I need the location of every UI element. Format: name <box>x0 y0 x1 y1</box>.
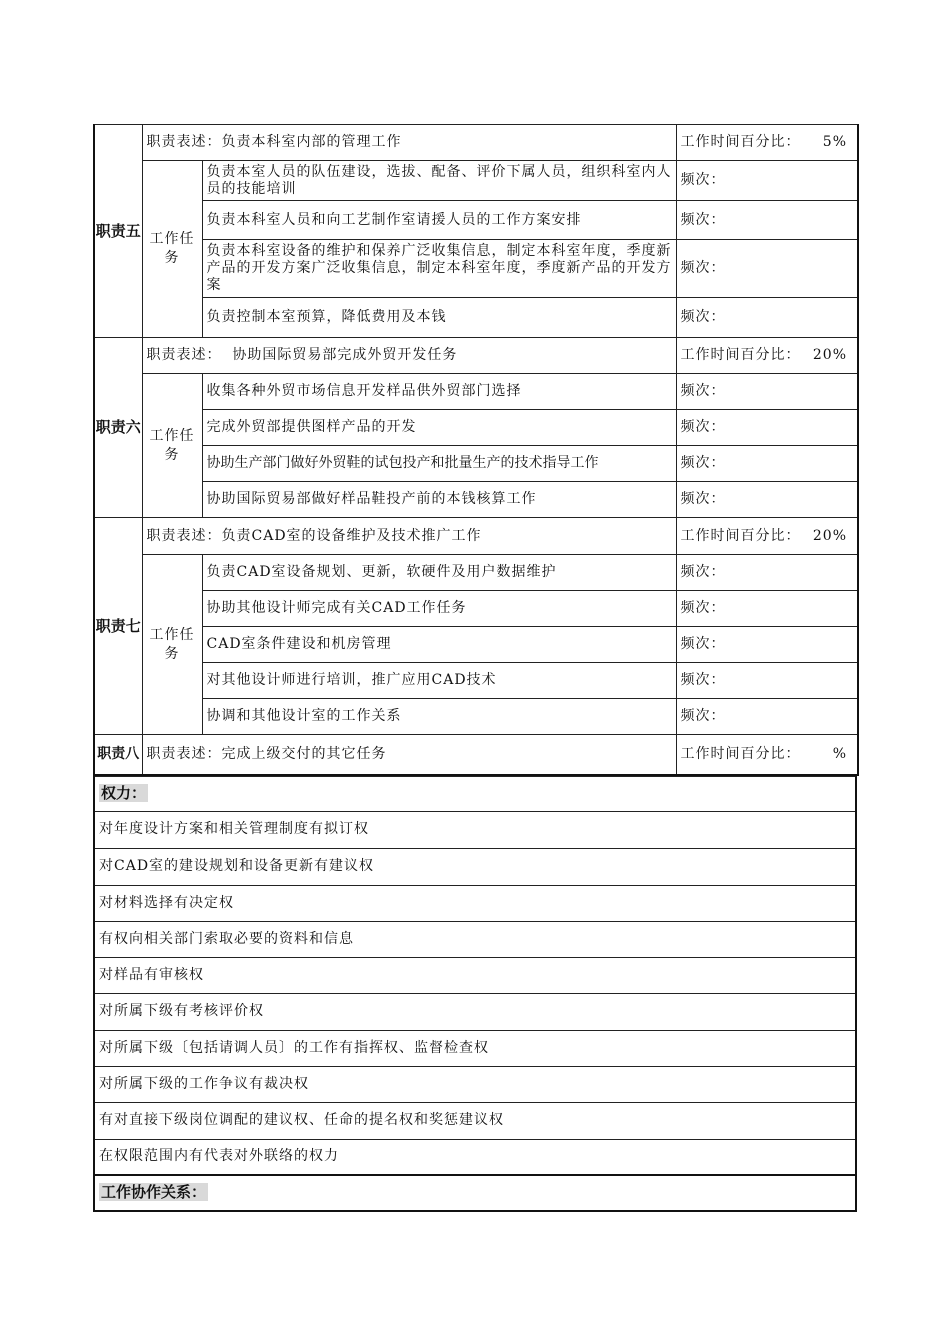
authority-item: 对年度设计方案和相关管理制度有拟订权 <box>94 811 856 848</box>
task-frequency: 频次： <box>676 699 858 735</box>
duty5-description-row <box>94 125 858 161</box>
task-row <box>94 410 858 446</box>
duties-table <box>93 124 859 776</box>
duty8-title: 职责八 <box>94 735 142 775</box>
duty6-title: 职责六 <box>94 338 142 518</box>
task-frequency: 频次： <box>676 240 858 298</box>
task-row <box>94 240 858 298</box>
task-frequency: 频次： <box>676 410 858 446</box>
duty8-description-row <box>94 735 858 775</box>
task-frequency: 频次： <box>676 663 858 699</box>
task-text: CAD室条件建设和机房管理 <box>202 627 676 663</box>
task-text: 收集各种外贸市场信息开发样品供外贸部门选择 <box>202 374 676 410</box>
task-text: 协助生产部门做好外贸鞋的试包投产和批量生产的技术指导工作 <box>202 446 676 482</box>
authority-item: 在权限范围内有代表对外联络的权力 <box>94 1139 856 1175</box>
duty7-tasks-label: 工作任务 <box>142 555 202 735</box>
authority-heading: 权力： <box>94 776 856 811</box>
task-frequency: 频次： <box>676 374 858 410</box>
task-text: 负责本科室设备的维护和保养广泛收集信息，制定本科室年度，季度新产品的开发方案广泛收集信息，制定本科室年度，季度新产品的开发方案 <box>202 240 676 298</box>
duty5-tasks-label: 工作任务 <box>142 161 202 338</box>
task-row <box>94 374 858 410</box>
job-description-document <box>93 124 857 1212</box>
duty5-time-percent: 工作时间百分比： 5% <box>676 125 858 161</box>
duty8-description: 职责表述：完成上级交付的其它任务 <box>142 735 676 775</box>
duty6-description: 职责表述： 协助国际贸易部完成外贸开发任务 <box>142 338 676 374</box>
task-text: 协调和其他设计室的工作关系 <box>202 699 676 735</box>
authority-table <box>93 776 857 1213</box>
task-row <box>94 699 858 735</box>
duty7-time-percent: 工作时间百分比： 20% <box>676 518 858 555</box>
cooperation-heading: 工作协作关系： <box>94 1175 856 1211</box>
duty7-description: 职责表述：负责CAD室的设备维护及技术推广工作 <box>142 518 676 555</box>
task-row <box>94 627 858 663</box>
task-text: 协助国际贸易部做好样品鞋投产前的本钱核算工作 <box>202 482 676 518</box>
authority-header-row <box>94 776 856 811</box>
duty6-description-row <box>94 338 858 374</box>
task-row <box>94 446 858 482</box>
duty5-title: 职责五 <box>94 125 142 338</box>
cooperation-header-row <box>94 1175 856 1211</box>
task-frequency: 频次： <box>676 161 858 201</box>
task-row <box>94 298 858 338</box>
authority-item: 对所属下级〔包括请调人员〕的工作有指挥权、监督检查权 <box>94 1030 856 1066</box>
duty7-title: 职责七 <box>94 518 142 735</box>
task-text: 对其他设计师进行培训，推广应用CAD技术 <box>202 663 676 699</box>
authority-item: 有权向相关部门索取必要的资料和信息 <box>94 921 856 957</box>
task-row <box>94 482 858 518</box>
task-frequency: 频次： <box>676 446 858 482</box>
task-frequency: 频次： <box>676 201 858 240</box>
duty6-tasks-label: 工作任务 <box>142 374 202 518</box>
task-frequency: 频次： <box>676 591 858 627</box>
authority-item: 对材料选择有决定权 <box>94 885 856 921</box>
task-text: 完成外贸部提供图样产品的开发 <box>202 410 676 446</box>
duty5-description: 职责表述：负责本科室内部的管理工作 <box>142 125 676 161</box>
duty6-time-percent: 工作时间百分比： 20% <box>676 338 858 374</box>
authority-item: 有对直接下级岗位调配的建议权、任命的提名权和奖惩建议权 <box>94 1102 856 1139</box>
task-row <box>94 591 858 627</box>
task-frequency: 频次： <box>676 298 858 338</box>
task-text: 负责CAD室设备规划、更新，软硬件及用户数据维护 <box>202 555 676 591</box>
task-row <box>94 663 858 699</box>
task-frequency: 频次： <box>676 555 858 591</box>
authority-item: 对样品有审核权 <box>94 957 856 993</box>
task-text: 负责本科室人员和向工艺制作室请援人员的工作方案安排 <box>202 201 676 240</box>
task-text: 负责本室人员的队伍建设，选拔、配备、评价下属人员，组织科室内人员的技能培训 <box>202 161 676 201</box>
authority-item: 对CAD室的建设规划和设备更新有建议权 <box>94 848 856 885</box>
task-row <box>94 201 858 240</box>
duty8-time-percent: 工作时间百分比： % <box>676 735 858 775</box>
task-row <box>94 161 858 201</box>
task-frequency: 频次： <box>676 627 858 663</box>
authority-item: 对所属下级的工作争议有裁决权 <box>94 1066 856 1102</box>
authority-item: 对所属下级有考核评价权 <box>94 993 856 1030</box>
task-row <box>94 555 858 591</box>
task-frequency: 频次： <box>676 482 858 518</box>
duty7-description-row <box>94 518 858 555</box>
task-text: 协助其他设计师完成有关CAD工作任务 <box>202 591 676 627</box>
task-text: 负责控制本室预算，降低费用及本钱 <box>202 298 676 338</box>
